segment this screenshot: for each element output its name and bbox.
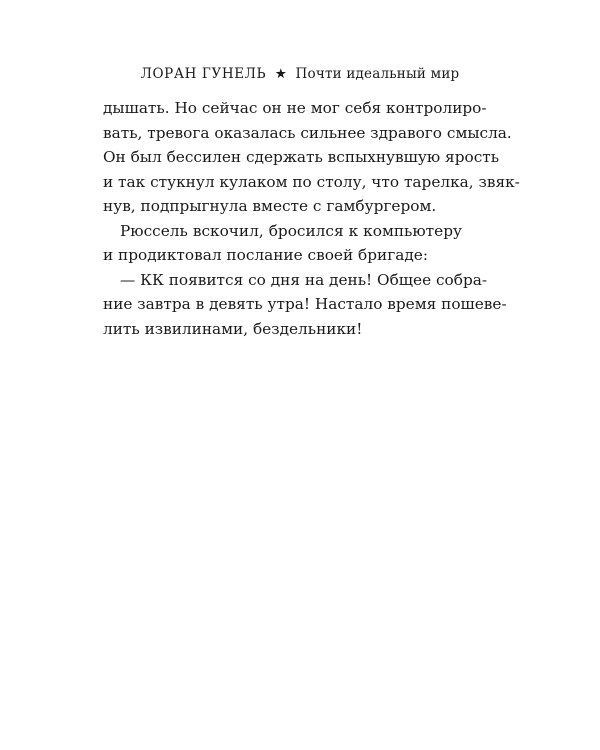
text-line: — КК появится со дня на день! Общее собра- bbox=[120, 270, 488, 289]
star-icon: ★ bbox=[274, 66, 288, 82]
text-line: Он был бессилен сдержать вспыхнувшую ярость bbox=[103, 148, 500, 166]
paragraph bbox=[103, 219, 462, 268]
text-line: дышать. Но сейчас он не мог себя контролиро- bbox=[103, 99, 487, 117]
text-line: ние завтра в девять утра! Настало время пошеве- bbox=[103, 295, 507, 313]
text-line: нув, подпрыгнула вместе с гамбургером. bbox=[103, 197, 437, 215]
text-line: и так стукнул кулаком по столу, что тарелка, звяк- bbox=[103, 172, 520, 191]
paragraph bbox=[103, 268, 507, 342]
header-author: ЛОРАН ГУНЕЛЬ bbox=[140, 66, 267, 82]
text-line: Рюссель вскочил, бросился к компьютеру bbox=[120, 221, 462, 240]
header-book-title: Почти идеальный мир bbox=[295, 66, 460, 82]
text-line: и продиктовал послание своей бригаде: bbox=[103, 246, 428, 264]
text-line: вать, тревога оказалась сильнее здравого смысла. bbox=[103, 123, 512, 142]
text-line: лить извилинами, бездельники! bbox=[103, 319, 363, 338]
running-header bbox=[0, 66, 600, 82]
paragraph bbox=[103, 96, 520, 219]
page-body bbox=[103, 96, 520, 341]
